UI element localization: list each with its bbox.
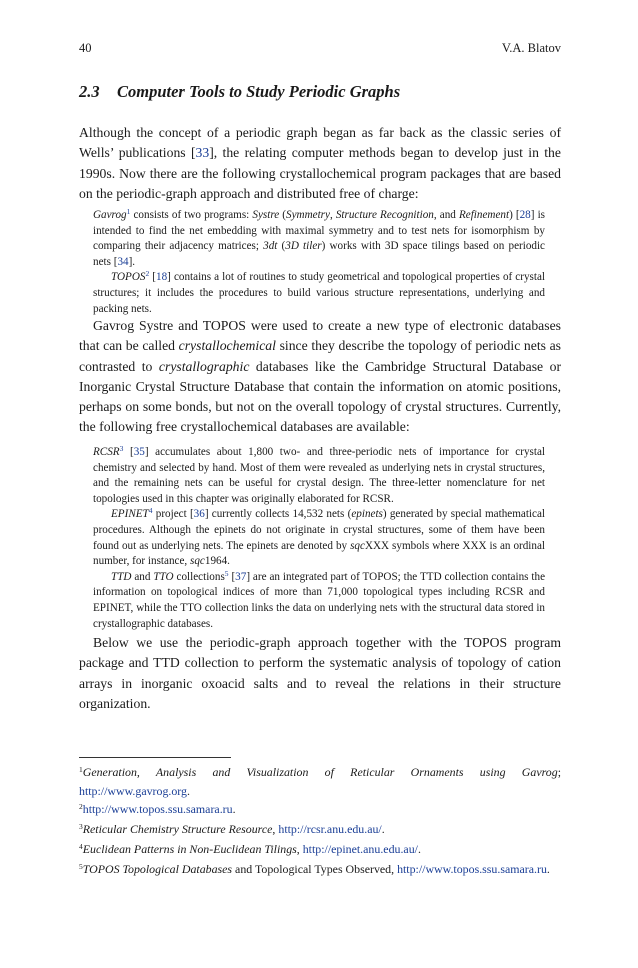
text: Gavrog Systre and TOPOS were used to create a new type of electronic databases that can be called <box>79 318 561 354</box>
term: crystallochemical <box>178 338 276 354</box>
text: 1964. <box>204 555 230 568</box>
database-name: EPINET <box>111 508 149 521</box>
footnote-marker[interactable]: 1 <box>126 207 131 216</box>
text: [ <box>149 271 157 284</box>
text: ] accumulates about 1,800 two- and three-periodic nets of importance for crystal chemistry and selected by hand. Most of them were revealed as underlying nets in crystal structures, and the remaining nets can be useful for crystal design. The three-letter nomenclature for net topologies used in this chapter was originally elaborated for RCSR. <box>93 446 545 505</box>
text: . <box>232 802 236 816</box>
footnote-title: TOPOS Topological Databases <box>82 862 233 876</box>
footnote-title: Generation, Analysis and Visualization of Reticular Ornaments using Gavrog <box>82 765 558 779</box>
ref-link[interactable]: 34 <box>117 255 129 268</box>
footnote-link[interactable]: http://rcsr.anu.edu.au/ <box>278 822 382 836</box>
term: crystallographic <box>158 358 250 374</box>
database-name: RCSR <box>93 446 120 458</box>
term: Symmetry <box>286 209 330 221</box>
footnote-number: 5 <box>79 862 83 871</box>
footnote-marker[interactable]: 2 <box>145 269 150 279</box>
text: ; <box>557 765 561 779</box>
term: 3D tiler <box>285 240 322 253</box>
footnote-number: 1 <box>79 765 83 774</box>
term: Refinement <box>458 209 510 221</box>
database-name: TTD <box>111 570 132 583</box>
text: ]. <box>128 255 136 268</box>
ref-link[interactable]: 35 <box>133 446 145 458</box>
section-number: 2.3 <box>79 82 100 101</box>
text: ] are an integrated part of TOPOS; the TTD collection contains the information on topological indices of more than 71,000 topological types including RCSR and EPINET, while the TTO collection links the data on underlying nets with the structural data stored in crystallographic databases. <box>93 570 546 630</box>
term: epinets <box>351 508 383 521</box>
intro-paragraph <box>79 123 561 204</box>
term: sqc <box>190 555 205 568</box>
footnote-number: 2 <box>79 802 83 811</box>
text: , <box>296 842 303 856</box>
ref-link[interactable]: 37 <box>235 570 247 583</box>
footnote-title: Reticular Chemistry Structure Resource <box>82 822 273 836</box>
footnote-2 <box>79 800 561 819</box>
text: , and <box>433 209 459 221</box>
text: . <box>546 862 550 876</box>
footnote-link[interactable]: http://www.gavrog.org <box>79 783 187 798</box>
text: ] contains a lot of routines to study geometrical and topological properties of crystal structures; it includes the procedures to build various structure representations, underlying and packing nets. <box>93 271 545 315</box>
footnote-title: Euclidean Patterns in Non-Euclidean Tilings <box>82 842 297 856</box>
footnote-link[interactable]: http://www.topos.ssu.samara.ru <box>82 802 233 816</box>
text: . <box>381 822 385 836</box>
text: , <box>272 822 279 836</box>
program-name: Gavrog <box>93 209 127 221</box>
footnote-number: 3 <box>79 822 83 831</box>
database-name: TTO <box>153 570 174 583</box>
footnote-link[interactable]: http://epinet.anu.edu.au/ <box>302 842 418 856</box>
text: [ <box>228 570 236 583</box>
running-header <box>79 41 561 56</box>
program-name: TOPOS <box>111 271 146 284</box>
footnote-5 <box>79 860 561 879</box>
text: , <box>329 209 336 221</box>
text: and <box>131 570 154 583</box>
footnote-marker[interactable]: 5 <box>224 568 229 578</box>
term: Structure Recognition <box>335 209 434 221</box>
footnote-4 <box>79 840 561 859</box>
footnote-link[interactable]: http://www.topos.ssu.samara.ru <box>397 862 547 876</box>
text: ) [ <box>509 209 520 221</box>
text: ) generated by special mathematical procedures. Although the epinets do not originate in crystal structures, some of them have been found out as underlying nets. The epinets are denoted by <box>93 508 545 552</box>
text: Although the concept of a periodic graph began as far back as the classic series of Wells’ publications [ <box>79 125 561 161</box>
page-number: 40 <box>79 41 92 55</box>
text: databases like the Cambridge Structural Database or Inorganic Crystal Structure Database that contain the information on atomic positions, perhaps on some bonds, but not on the overall topology of crystal structures. Currently, the following free crystallochemical databases are available: <box>79 358 561 435</box>
text: since they describe the topology of periodic nets as contrasted to <box>79 338 561 374</box>
text: . <box>187 783 190 798</box>
text: collections <box>173 570 225 583</box>
text: consists of two programs: <box>130 209 253 221</box>
ref-link[interactable]: 18 <box>156 271 168 284</box>
term: sqc <box>350 539 365 552</box>
text: project [ <box>152 508 194 521</box>
footnote-3 <box>79 820 561 839</box>
text: XXX symbols where XXX is an ordinal number, for instance, <box>93 539 545 568</box>
text: ], the relating computer methods began to develop just in the 1990s. Now there are the following crystallochemical program packages that are based on the periodic-graph approach and distributed free of charge: <box>79 145 561 201</box>
running-author: V.A. Blatov <box>501 41 561 55</box>
footnote-marker[interactable]: 4 <box>148 506 153 516</box>
program-name: 3dt <box>263 240 278 253</box>
text: ] currently collects 14,532 nets ( <box>204 508 352 521</box>
text: ( <box>277 240 286 253</box>
ref-link[interactable]: 33 <box>195 145 210 161</box>
text: . <box>417 842 421 856</box>
databases-list <box>93 445 545 632</box>
gavrog-description <box>93 208 545 317</box>
section-heading <box>79 82 561 102</box>
ref-link[interactable]: 28 <box>519 209 531 221</box>
footnote-divider <box>79 757 231 758</box>
footnote-marker[interactable]: 3 <box>119 444 124 453</box>
footnote-number: 4 <box>79 842 83 851</box>
section-title: Computer Tools to Study Periodic Graphs <box>117 82 401 101</box>
program-name: Systre <box>252 209 280 221</box>
closing-paragraph: Below we use the periodic-graph approach together with the TOPOS program package and TTD collection to perform the systematic analysis of topology of cation arrays in inorganic oxoacid salts and to reveal the relations in their structure organization. <box>79 635 561 711</box>
ref-link[interactable]: 36 <box>193 508 205 521</box>
text: [ <box>123 446 134 458</box>
text: ] is intended to find the net embedding with maximal symmetry and to test nets for isomorphism by comparing their adjacency matrices; <box>93 209 545 253</box>
footnote-1 <box>79 763 561 800</box>
text: ) works with 3D space tilings based on periodic nets [ <box>93 240 545 268</box>
databases-paragraph <box>79 316 561 438</box>
text: ( <box>279 209 287 221</box>
text: and Topological Types Observed, <box>232 862 398 876</box>
